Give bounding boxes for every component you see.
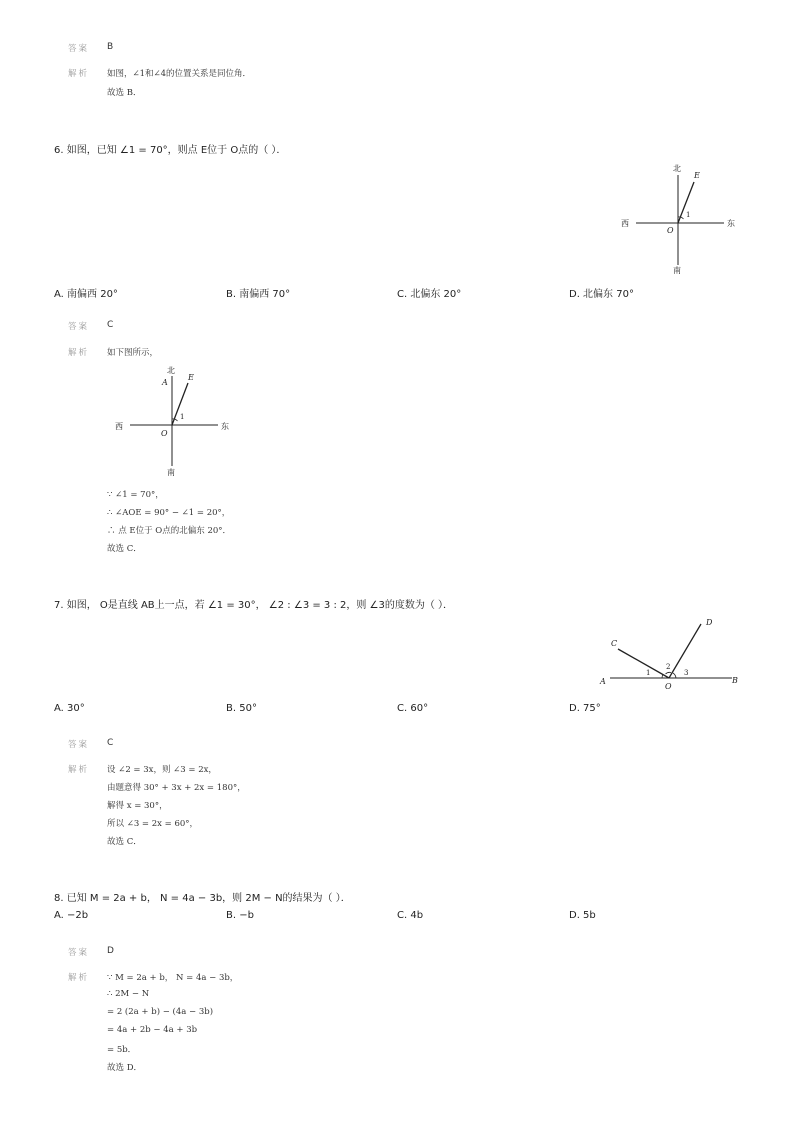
option-b[interactable]: B. −b (226, 910, 254, 921)
option-c[interactable]: C. 4b (397, 910, 424, 921)
compass-figure (612, 158, 742, 278)
answer-label: 答案 (68, 322, 90, 332)
option-c[interactable]: C. 北偏东 20° (397, 289, 462, 300)
label-o: O (667, 226, 674, 235)
angle-arc (172, 419, 178, 421)
label-b: B (732, 676, 738, 685)
answer-value: C (107, 738, 114, 748)
analysis-line: 故选 C． (107, 544, 142, 554)
analysis-line: ∵ M = 2a + b， N = 4a − 3b， (107, 973, 239, 983)
label-d: D (706, 618, 713, 627)
answer-value: D (107, 946, 114, 956)
analysis-line: 设 ∠2 = 3x，则 ∠3 = 2x， (107, 765, 217, 775)
analysis-line: ∴ ∠AOE = 90° − ∠1 = 20°， (107, 508, 231, 518)
label-o: O (665, 682, 672, 691)
analysis-line: 由题意得 30° + 3x + 2x = 180°， (107, 783, 246, 793)
label-north: 北 (673, 164, 681, 173)
answer-label: 答案 (68, 740, 90, 750)
ray-oc (618, 649, 669, 678)
question-7: 7. 如图， O是直线 AB上一点，若 ∠1 = 30°， ∠2 : ∠3 = 3 : 2，则 ∠3的度数为（ ）． (54, 600, 454, 611)
option-d[interactable]: D. 北偏东 70° (569, 289, 634, 300)
question-8: 8. 已知 M = 2a + b， N = 4a − 3b，则 2M − N的结果为（ ）． (54, 893, 351, 904)
analysis-line: ∴ 2M − N (107, 989, 150, 999)
label-angle-1: 1 (646, 669, 651, 677)
label-angle-2: 2 (666, 663, 671, 671)
analysis-line: = 2 (2a + b) − (4a − 3b) (107, 1007, 214, 1017)
label-angle-1: 1 (180, 413, 185, 421)
option-a[interactable]: A. 30° (54, 703, 85, 714)
angle-arc-2 (666, 672, 672, 674)
label-angle-1: 1 (686, 211, 691, 219)
label-e: E (188, 373, 194, 382)
analysis-line: 故选 C． (107, 837, 142, 847)
angle-arc (678, 217, 684, 219)
analysis-label: 解析 (68, 348, 90, 358)
analysis-line: 解得 x = 30°， (107, 801, 168, 811)
answer-label: 答案 (68, 948, 90, 958)
label-e: E (694, 171, 700, 180)
angle-arc-1 (662, 675, 663, 679)
option-a[interactable]: A. −2b (54, 910, 89, 921)
answer-value: C (107, 320, 114, 330)
option-b[interactable]: B. 南偏西 70° (226, 289, 291, 300)
label-east: 东 (727, 219, 735, 228)
label-a: A (162, 378, 168, 387)
label-south: 南 (673, 266, 681, 275)
analysis-line: 所以 ∠3 = 2x = 60°， (107, 819, 199, 829)
answer-value: B (107, 42, 114, 52)
option-d[interactable]: D. 5b (569, 910, 596, 921)
answer-label: 答案 (68, 44, 90, 54)
analysis-line: = 5b． (107, 1045, 137, 1055)
analysis-line: 故选 D． (107, 1063, 143, 1073)
label-east: 东 (221, 422, 229, 431)
analysis-intro: 如下图所示， (107, 348, 159, 358)
label-o: O (161, 429, 168, 438)
analysis-label: 解析 (68, 69, 90, 79)
angle-arc-3 (673, 673, 676, 678)
option-c[interactable]: C. 60° (397, 703, 429, 714)
label-west: 西 (115, 422, 123, 431)
label-a: A (600, 677, 606, 686)
analysis-line: 如图，∠1和∠4的位置关系是同位角． (107, 69, 252, 79)
option-b[interactable]: B. 50° (226, 703, 257, 714)
analysis-line: ∴ 点 E位于 O点的北偏东 20°． (107, 526, 232, 536)
label-south: 南 (167, 468, 175, 477)
analysis-line: 故选 B． (107, 88, 142, 98)
option-d[interactable]: D. 75° (569, 703, 601, 714)
label-c: C (611, 639, 618, 648)
compass-figure-solution (108, 362, 238, 482)
analysis-line: ∵ ∠1 = 70°， (107, 490, 164, 500)
label-north: 北 (167, 366, 175, 375)
line-ab-figure (596, 612, 746, 694)
analysis-label: 解析 (68, 765, 90, 775)
label-west: 西 (621, 219, 629, 228)
analysis-label: 解析 (68, 973, 90, 983)
option-a[interactable]: A. 南偏西 20° (54, 289, 118, 300)
question-6: 6. 如图，已知 ∠1 = 70°，则点 E位于 O点的（ ）． (54, 145, 287, 156)
analysis-line: = 4a + 2b − 4a + 3b (107, 1025, 198, 1035)
label-angle-3: 3 (684, 669, 689, 677)
